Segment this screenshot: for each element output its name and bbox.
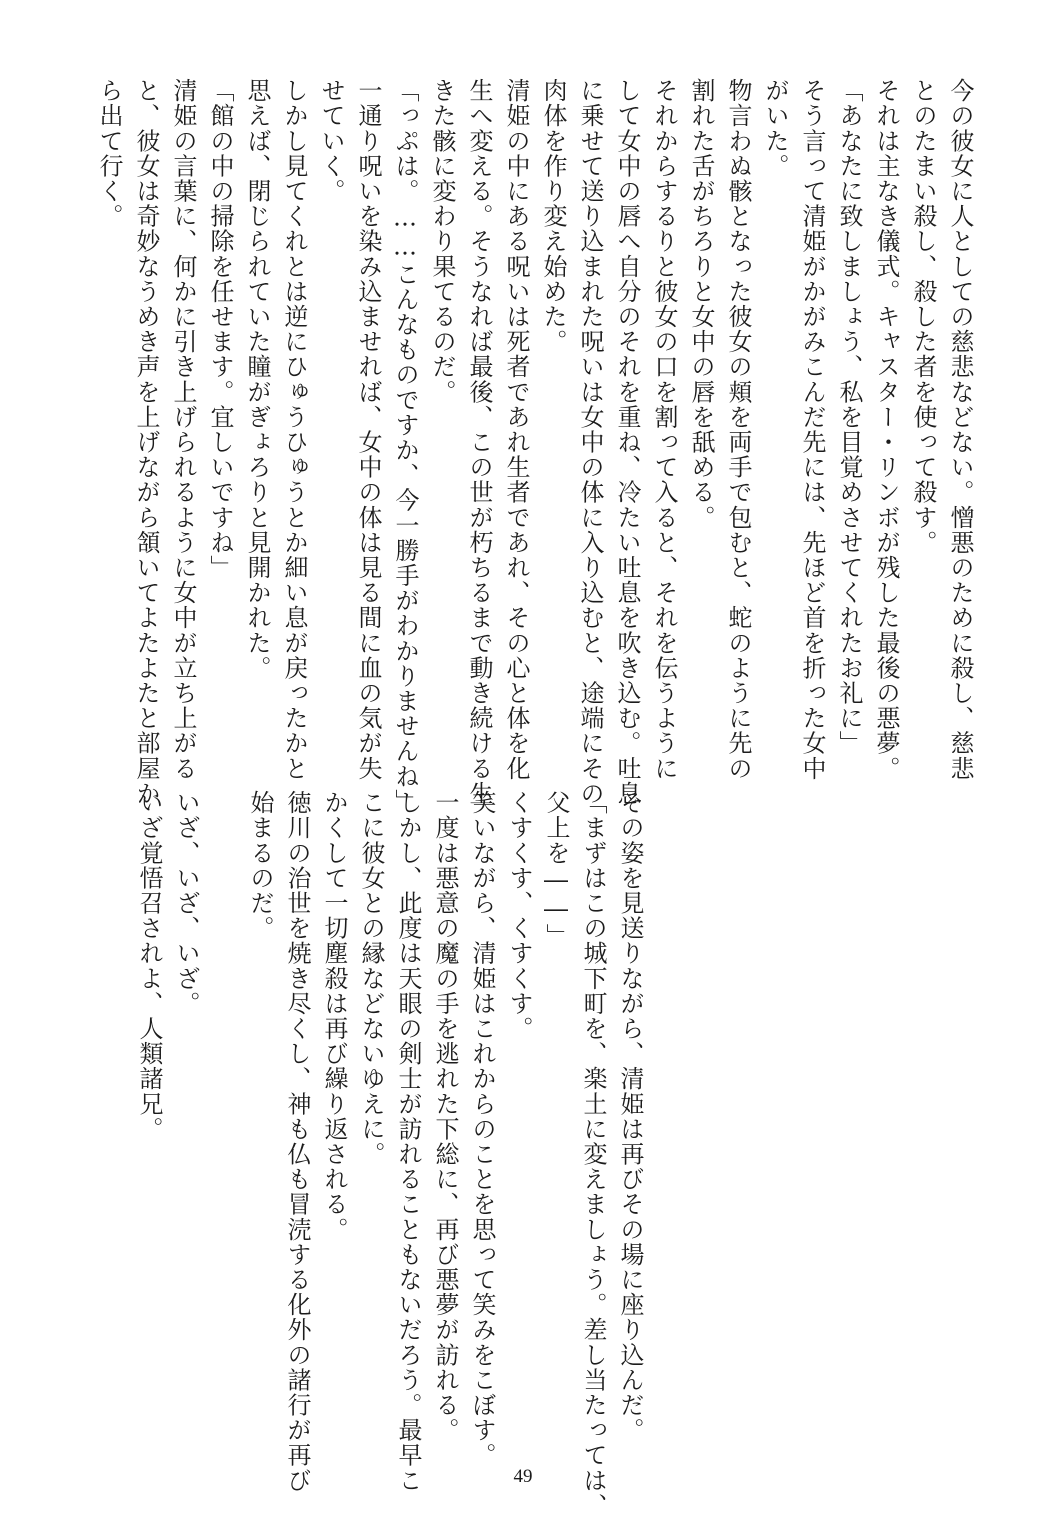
- text-line: 徳川の治世を焼き尽くし、神も仏も冒涜する化外の諸行が再び: [283, 790, 311, 1493]
- text-line: 今の彼女に人としての慈悲などない。憎悪のために殺し、慈悲: [946, 78, 974, 781]
- text-line: 笑いながら、清姫はこれからのことを思って笑みをこぼす。: [468, 790, 496, 1468]
- text-line: 思えば、閉じられていた瞳がぎょろりと見開かれた。: [243, 78, 271, 681]
- text-line: がいた。: [761, 78, 789, 179]
- text-line: いざ、いざ、いざ。: [172, 790, 200, 1016]
- text-line: 「館の中の掃除を任せます。宜しいですね」: [206, 78, 234, 580]
- text-line: きた骸に変わり果てるのだ。: [428, 78, 456, 405]
- text-line: それからするりと彼女の口を割って入ると、それを伝うように: [650, 78, 678, 781]
- text-line: 清姫の言葉に、何かに引き上げられるように女中が立ち上がる: [169, 78, 197, 781]
- lower-text-block: [130, 790, 648, 1518]
- text-line: せていく。: [317, 78, 345, 204]
- text-line: 物言わぬ骸となった彼女の頬を両手で包むと、蛇のように先の: [724, 78, 752, 781]
- text-line: いざ覚悟召されよ、人類諸兄。: [135, 790, 163, 1142]
- text-line: と、彼女は奇妙なうめき声を上げながら頷いてよたよたと部屋か: [132, 78, 160, 806]
- text-line: に乗せて送り込まれた呪いは女中の体に入り込むと、途端にその: [576, 78, 604, 806]
- text-line: しかし、此度は天眼の剣士が訪れることもないだろう。最早こ: [394, 790, 422, 1493]
- text-line: 割れた舌がちろりと女中の唇を舐める。: [687, 78, 715, 530]
- text-line: 一通り呪いを染み込ませれば、女中の体は見る間に血の気が失: [354, 78, 382, 781]
- upper-text-block: [90, 78, 978, 814]
- text-line: とのたまい殺し、殺した者を使って殺す。: [909, 78, 937, 555]
- text-line: 肉体を作り変え始めた。: [539, 78, 567, 355]
- text-line: こに彼女との縁などないゆえに。: [357, 790, 385, 1167]
- text-line: くすくす、くすくす。: [505, 790, 533, 1041]
- text-line: 清姫の中にある呪いは死者であれ生者であれ、その心と体を化: [502, 78, 530, 781]
- text-line: 「あなたに致しましょう、私を目覚めさせてくれたお礼に」: [835, 78, 863, 756]
- text-line: そう言って清姫がかがみこんだ先には、先ほど首を折った女中: [798, 78, 826, 781]
- text-line: 「っぷは。……こんなものですか、今一勝手がわかりませんね」: [391, 78, 419, 814]
- text-line: しかし見てくれとは逆にひゅうひゅうとか細い息が戻ったかと: [280, 78, 308, 781]
- text-line: 生へ変える。そうなれば最後、この世が朽ちるまで動き続ける生: [465, 78, 493, 806]
- text-line: 始まるのだ。: [246, 790, 274, 941]
- page-number: 49: [513, 1466, 533, 1487]
- text-line: 「まずはこの城下町を、楽土に変えましょう。差し当たっては、: [579, 790, 607, 1518]
- text-line: 父上を――」: [542, 790, 570, 949]
- text-line: かくして一切塵殺は再び繰り返される。: [320, 790, 348, 1242]
- text-line: その姿を見送りながら、清姫は再びその場に座り込んだ。: [616, 790, 644, 1443]
- text-line: 一度は悪意の魔の手を逃れた下総に、再び悪夢が訪れる。: [431, 790, 459, 1443]
- text-line: ら出て行く。: [95, 78, 123, 229]
- text-line: して女中の唇へ自分のそれを重ね、冷たい吐息を吹き込む。吐息: [613, 78, 641, 806]
- text-line: それは主なき儀式。キャスター・リンボが残した最後の悪夢。: [872, 78, 900, 781]
